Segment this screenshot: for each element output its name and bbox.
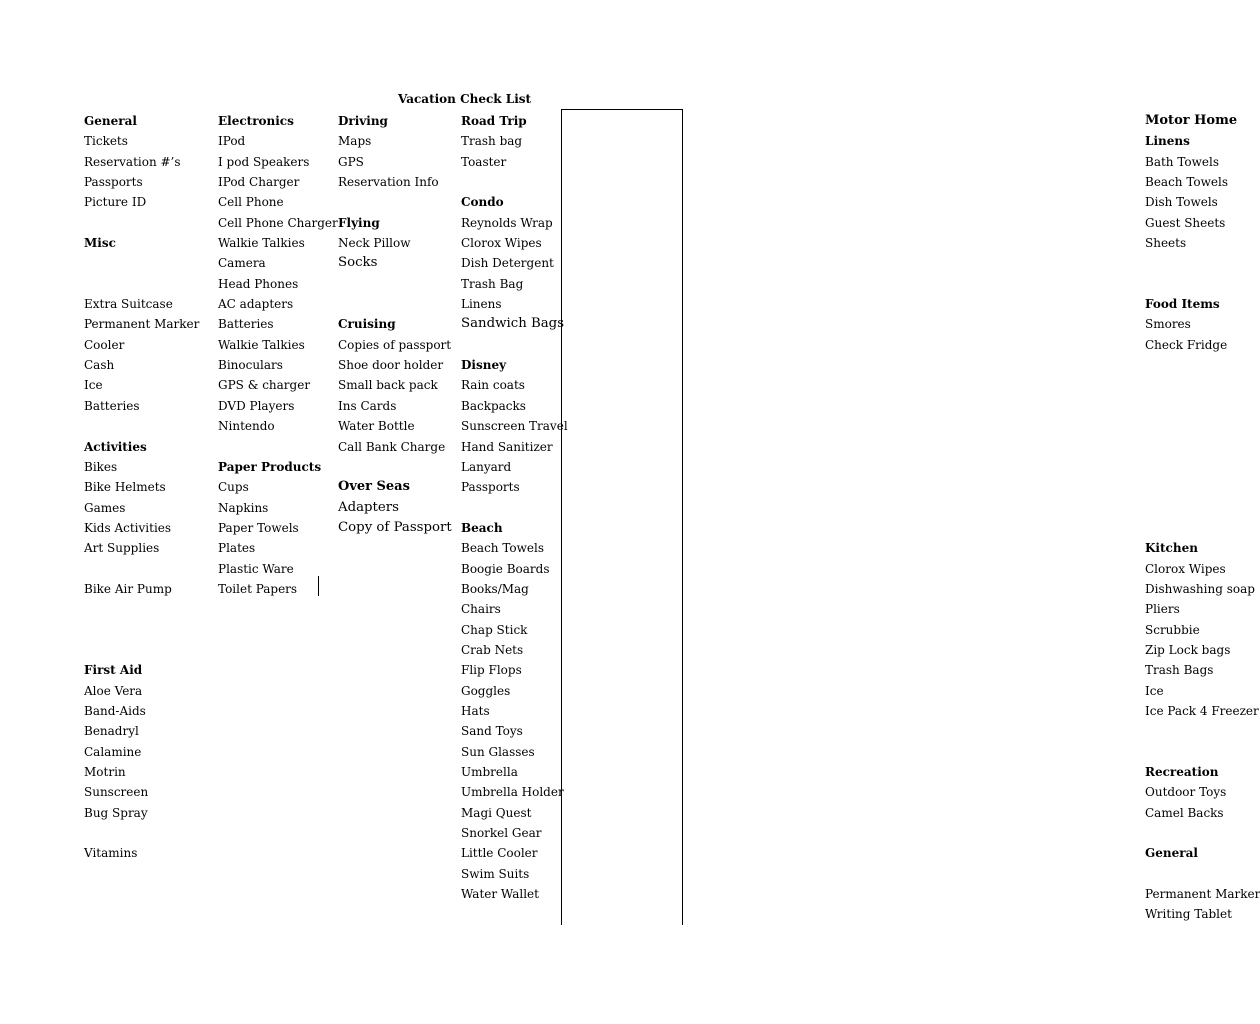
checklist-item: Snorkel Gear xyxy=(461,826,542,841)
checklist-item: Cash xyxy=(84,358,115,373)
checklist-item: Goggles xyxy=(461,683,511,698)
checklist-item: Call Bank Charge xyxy=(338,439,446,454)
blank-row xyxy=(84,416,199,436)
column-general xyxy=(84,111,199,864)
checklist-item: Beach Towels xyxy=(1145,175,1229,190)
motor-home-clip xyxy=(562,110,1260,924)
checklist-item: Chap Stick xyxy=(461,622,528,637)
checklist-item: Outdoor Toys xyxy=(1145,785,1227,800)
checklist-item: Games xyxy=(84,500,126,515)
blank-row xyxy=(1145,396,1260,416)
text-cursor xyxy=(318,576,319,596)
column-driving xyxy=(338,111,452,538)
checklist-item: Trash Bags xyxy=(1145,663,1214,678)
column-motorhome xyxy=(1145,111,1260,925)
checklist-item: Neck Pillow xyxy=(338,236,411,251)
blank-row xyxy=(84,640,199,660)
checklist-item: Sand Toys xyxy=(461,724,523,739)
blank-row xyxy=(84,559,199,579)
checklist-item: Ice Pack 4 Freezer xyxy=(1145,703,1259,718)
checklist-item: Sandwich Bags xyxy=(461,316,565,332)
checklist-item: AC adapters xyxy=(218,297,294,312)
checklist-item: Calamine xyxy=(84,744,142,759)
checklist-item: GPS & charger xyxy=(218,378,311,393)
checklist-item: Paper Towels xyxy=(218,520,299,535)
blank-row xyxy=(84,599,199,619)
blank-row xyxy=(1145,864,1260,884)
section-heading: Road Trip xyxy=(461,114,527,128)
section-heading: Over Seas xyxy=(338,479,410,495)
checklist-item: Bike Air Pump xyxy=(84,581,172,596)
blank-row xyxy=(1145,457,1260,477)
checklist-item: Hand Sanitizer xyxy=(461,439,553,454)
section-heading: Electronics xyxy=(218,114,294,128)
blank-row xyxy=(461,172,568,192)
checklist-item: Crab Nets xyxy=(461,642,524,657)
checklist-item: Reynolds Wrap xyxy=(461,215,553,230)
blank-row xyxy=(1145,721,1260,741)
checklist-item: Magi Quest xyxy=(461,805,532,820)
checklist-item: Head Phones xyxy=(218,276,299,291)
section-heading: Motor Home xyxy=(1145,113,1238,128)
checklist-item: Sheets xyxy=(1145,236,1187,251)
section-heading: Flying xyxy=(338,215,380,230)
blank-row xyxy=(84,823,199,843)
section-heading: Paper Products xyxy=(218,459,322,474)
checklist-item: Dish Detergent xyxy=(461,256,554,271)
checklist-item: Kids Activities xyxy=(84,520,172,535)
checklist-item: Toilet Papers xyxy=(218,581,298,596)
blank-row xyxy=(1145,355,1260,375)
checklist-item: Walkie Talkies xyxy=(218,337,305,352)
blank-row xyxy=(1145,477,1260,497)
checklist-item: Binoculars xyxy=(218,358,283,373)
checklist-item: Sun Glasses xyxy=(461,744,535,759)
checklist-item: Art Supplies xyxy=(84,541,160,556)
checklist-item: Clorox Wipes xyxy=(1145,561,1226,576)
blank-row xyxy=(84,253,199,273)
checklist-item: Adapters xyxy=(338,499,399,515)
checklist-item: Water Wallet xyxy=(461,887,539,902)
checklist-item: Flip Flops xyxy=(461,663,522,678)
checklist-item: Motrin xyxy=(84,765,126,779)
blank-row xyxy=(218,437,338,457)
checklist-item: Sunscreen Travel xyxy=(461,419,568,434)
column-roadtrip xyxy=(461,111,568,904)
checklist-item: Toaster xyxy=(461,154,507,169)
checklist-item: Cooler xyxy=(84,337,125,352)
checklist-item: Benadryl xyxy=(84,724,139,739)
section-heading: General xyxy=(84,114,137,128)
checklist-item: Socks xyxy=(338,255,378,271)
checklist-item: Trash Bag xyxy=(461,276,524,291)
checklist-item: Small back pack xyxy=(338,378,438,393)
checklist-item: Sunscreen xyxy=(84,785,149,800)
section-heading: Disney xyxy=(461,358,507,373)
checklist-item: Copies of passport xyxy=(338,337,452,352)
checklist-item: Passports xyxy=(461,480,520,495)
checklist-item: Reservation Info xyxy=(338,175,439,190)
section-heading: Cruising xyxy=(338,317,396,332)
checklist-item: Writing Tablet xyxy=(1145,907,1232,922)
checklist-item: Ice xyxy=(1145,683,1164,698)
blank-row xyxy=(338,457,452,477)
checklist-item: Books/Mag xyxy=(461,581,529,596)
blank-row xyxy=(1145,437,1260,457)
checklist-item: Pliers xyxy=(1145,602,1180,617)
blank-row xyxy=(1145,498,1260,518)
blank-row xyxy=(1145,416,1260,436)
section-heading: Linens xyxy=(1145,134,1190,149)
checklist-item: Trash bag xyxy=(461,134,523,149)
checklist-item: Hats xyxy=(461,703,490,718)
checklist-item: Ins Cards xyxy=(338,398,397,413)
checklist-item: Bug Spray xyxy=(84,805,148,820)
checklist-item: Napkins xyxy=(218,500,269,515)
checklist-item: Dish Towels xyxy=(1145,195,1218,210)
checklist-item: Batteries xyxy=(84,398,140,413)
checklist-item: Cell Phone xyxy=(218,195,284,210)
blank-row xyxy=(338,192,452,212)
checklist-item: Boogie Boards xyxy=(461,561,550,576)
checklist-item: Smores xyxy=(1145,317,1191,332)
checklist-item: Cell Phone Charger xyxy=(218,215,338,230)
blank-row xyxy=(461,335,568,355)
checklist-item: Copy of Passport xyxy=(338,519,452,535)
checklist-item: Plates xyxy=(218,541,256,556)
checklist-item: Shoe door holder xyxy=(338,358,444,373)
blank-row xyxy=(84,620,199,640)
checklist-item: Rain coats xyxy=(461,378,525,393)
checklist-item: Band-Aids xyxy=(84,703,146,718)
checklist-item: Umbrella Holder xyxy=(461,785,564,800)
blank-row xyxy=(338,274,452,294)
blank-row xyxy=(1145,375,1260,395)
checklist-item: Plastic Ware xyxy=(218,561,294,576)
checklist-item: Water Bottle xyxy=(338,419,415,434)
checklist-item: Check Fridge xyxy=(1145,337,1228,352)
checklist-item: Aloe Vera xyxy=(84,683,143,698)
section-heading: Misc xyxy=(84,236,116,251)
checklist-item: DVD Players xyxy=(218,398,295,413)
checklist-item: Little Cooler xyxy=(461,846,538,861)
checklist-item: Beach Towels xyxy=(461,541,545,556)
checklist-item: Camera xyxy=(218,256,266,271)
checklist-item: IPod Charger xyxy=(218,175,300,190)
checklist-item: Walkie Talkies xyxy=(218,236,305,251)
checklist-item: Dishwashing soap xyxy=(1145,581,1255,596)
checklist-item: Chairs xyxy=(461,602,501,617)
section-heading: General xyxy=(1145,846,1198,861)
checklist-item: Linens xyxy=(461,297,502,312)
section-heading: Condo xyxy=(461,195,504,210)
checklist-item: Permanent Marker xyxy=(84,317,200,332)
section-heading: Food Items xyxy=(1145,297,1220,312)
checklist-item: Lanyard xyxy=(461,459,512,474)
checklist-item: Picture ID xyxy=(84,195,147,210)
blank-row xyxy=(338,294,452,314)
checklist-item: IPod xyxy=(218,134,246,149)
checklist-item: Vitamins xyxy=(84,846,138,861)
checklist-item: Bath Towels xyxy=(1145,154,1220,169)
blank-row xyxy=(1145,253,1260,273)
checklist-item: Maps xyxy=(338,134,372,149)
checklist-item: Nintendo xyxy=(218,419,275,434)
checklist-item: Umbrella xyxy=(461,765,518,779)
section-heading: Activities xyxy=(84,439,147,454)
checklist-item: Guest Sheets xyxy=(1145,215,1226,230)
checklist-item: Reservation #’s xyxy=(84,154,181,169)
checklist-item: Bike Helmets xyxy=(84,480,166,495)
checklist-item: Zip Lock bags xyxy=(1145,642,1231,657)
checklist-item: Tickets xyxy=(84,134,128,149)
checklist-item: Cups xyxy=(218,480,249,495)
checklist-item: Passports xyxy=(84,175,143,190)
section-heading: Driving xyxy=(338,114,388,128)
checklist-item: Ice xyxy=(84,378,103,393)
section-heading: Kitchen xyxy=(1145,541,1198,556)
column-electronics xyxy=(218,111,338,599)
page-title: Vacation Check List xyxy=(398,92,532,106)
blank-row xyxy=(1145,274,1260,294)
blank-row xyxy=(1145,823,1260,843)
checklist-item: Clorox Wipes xyxy=(461,236,542,251)
checklist-item: Backpacks xyxy=(461,398,526,413)
blank-row xyxy=(1145,518,1260,538)
checklist-item: GPS xyxy=(338,154,364,169)
checklist-item: Swim Suits xyxy=(461,866,530,881)
checklist-item: Extra Suitcase xyxy=(84,297,173,312)
section-heading: First Aid xyxy=(84,663,143,678)
checklist-item: Camel Backs xyxy=(1145,805,1224,820)
blank-row xyxy=(84,213,199,233)
blank-row xyxy=(461,498,568,518)
checklist-item: Bikes xyxy=(84,459,118,474)
blank-row xyxy=(1145,742,1260,762)
checklist-item: Permanent Marker xyxy=(1145,887,1260,902)
checklist-item: I pod Speakers xyxy=(218,154,310,169)
section-heading: Recreation xyxy=(1145,765,1219,779)
blank-row xyxy=(84,274,199,294)
checklist-item: Batteries xyxy=(218,317,274,332)
checklist-item: Scrubbie xyxy=(1145,622,1200,637)
section-heading: Beach xyxy=(461,520,503,535)
